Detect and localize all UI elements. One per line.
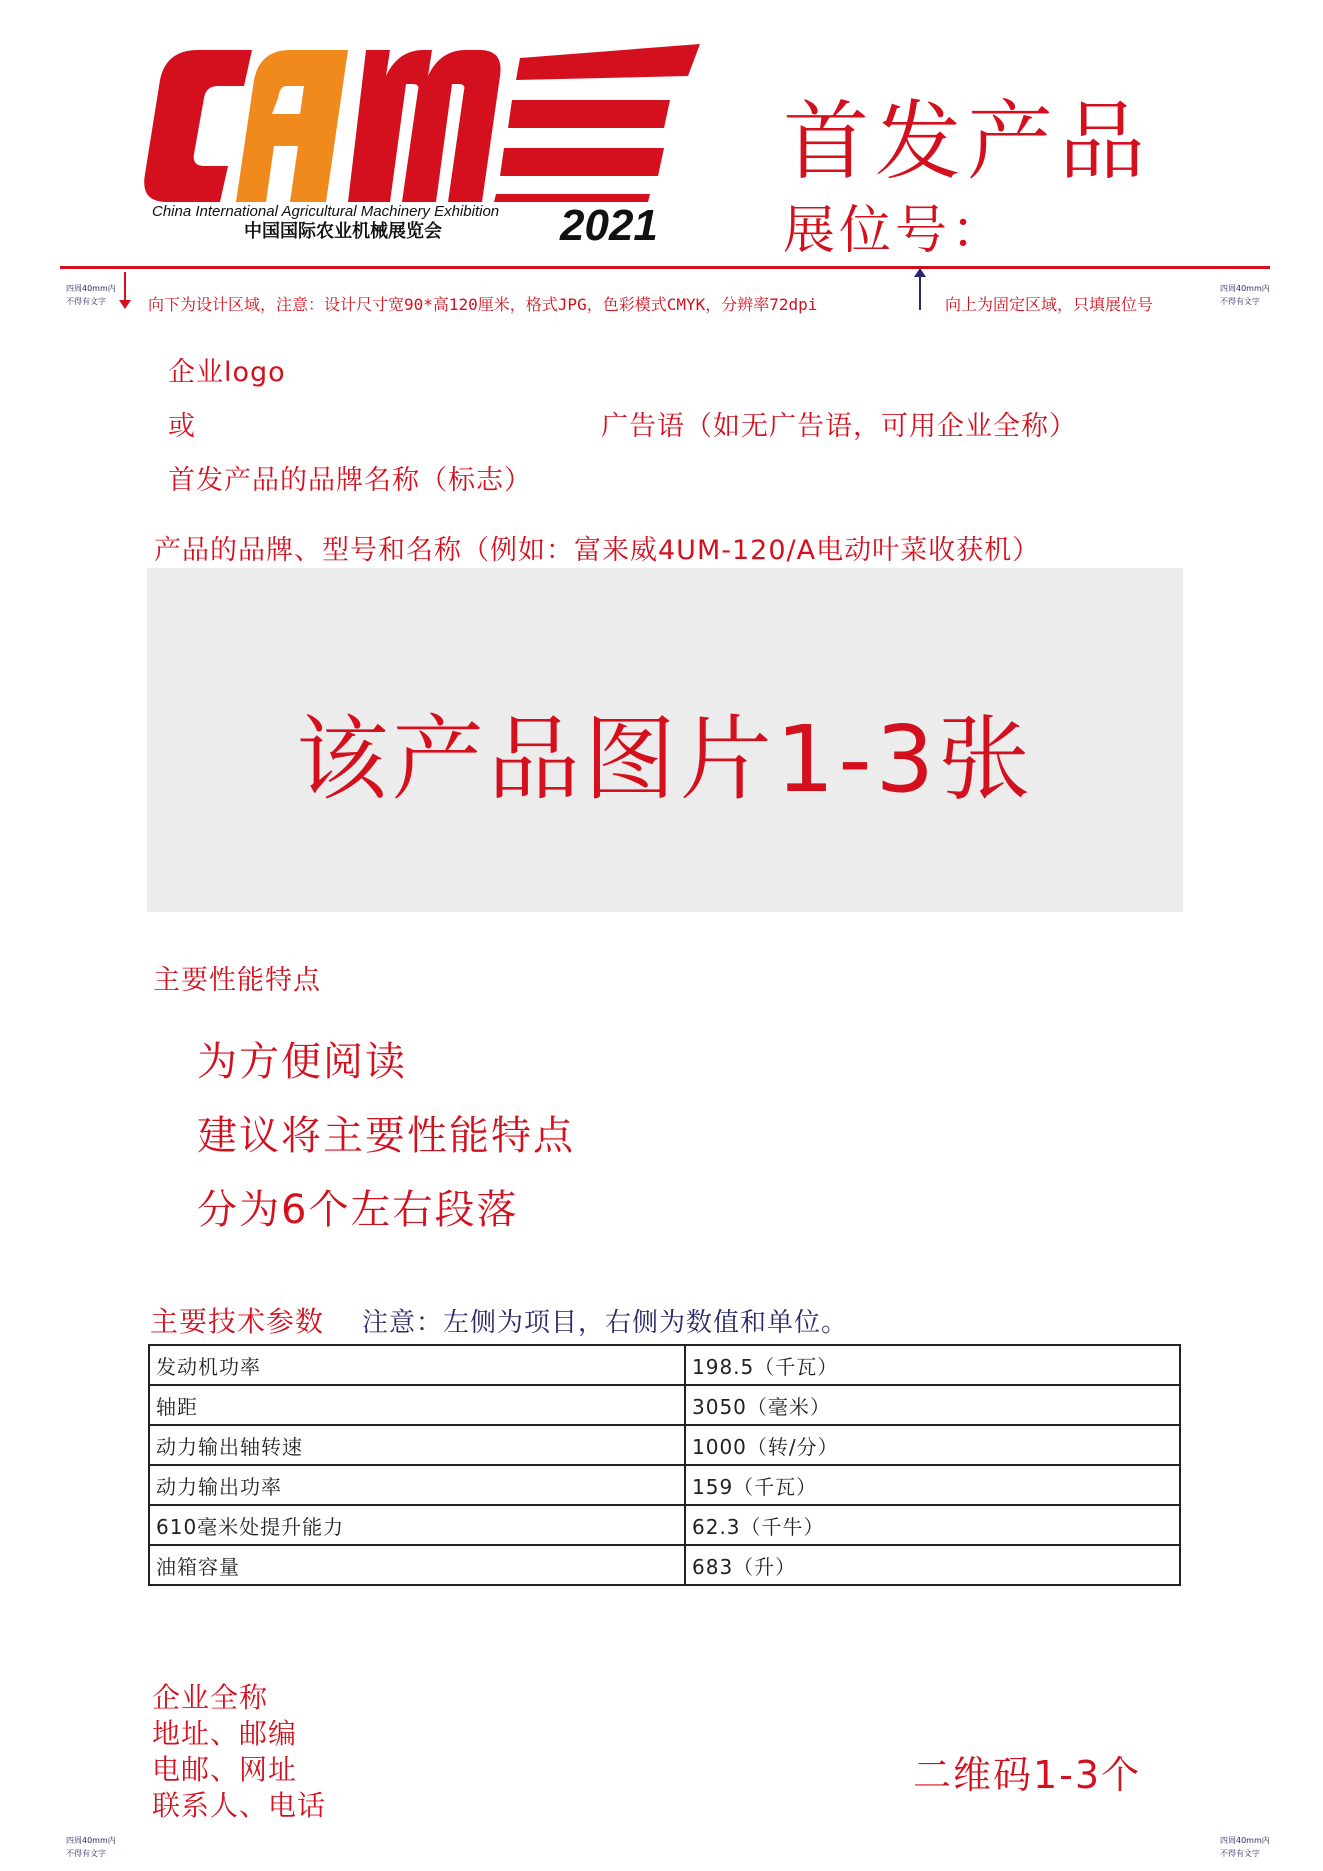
table-row [149, 1465, 1180, 1505]
photo-placeholder-text: 该产品图片1-3张 [295, 706, 1035, 813]
feature-line: 分为6个左右段落 [197, 1187, 519, 1233]
margin-note-line: 不得有文字 [1220, 1849, 1260, 1858]
spec-value: 62.3（千牛） [685, 1505, 1180, 1545]
feature-line: 为方便阅读 [197, 1039, 407, 1085]
page-title: 首发产品 [783, 92, 1151, 192]
margin-note-line: 不得有文字 [1220, 297, 1260, 306]
spec-item: 油箱容量 [149, 1545, 685, 1585]
spec-value: 198.5（千瓦） [685, 1345, 1180, 1385]
divider-line [60, 266, 1270, 269]
product-photo-placeholder [147, 568, 1183, 912]
company-logo-hint: 企业logo [168, 357, 286, 388]
spec-item: 轴距 [149, 1385, 685, 1425]
table-row [149, 1425, 1180, 1465]
contact-email-web: 电邮、网址 [152, 1753, 298, 1786]
brand-name-hint: 首发产品的品牌名称（标志） [168, 465, 532, 496]
margin-note-top-right [1220, 282, 1270, 308]
specs-note: 注意：左侧为项目，右侧为数值和单位。 [362, 1308, 849, 1338]
contact-company-name: 企业全称 [152, 1681, 269, 1714]
spec-item: 动力输出轴转速 [149, 1425, 685, 1465]
arrow-down-icon [124, 272, 126, 306]
came-logo-graphic [140, 36, 720, 246]
design-area-note: 向下为设计区域，注意：设计尺寸宽90*高120厘米，格式JPG，色彩模式CMYK，分辨率72dpi [148, 295, 818, 314]
logo-english-text: China International Agricultural Machinery Exhibition [152, 203, 500, 220]
spec-value: 159（千瓦） [685, 1465, 1180, 1505]
spec-value: 3050（毫米） [685, 1385, 1180, 1425]
margin-note-line: 四周40mm内 [1220, 284, 1270, 293]
contact-person-phone: 联系人、电话 [152, 1789, 327, 1822]
slogan-hint: 广告语（如无广告语，可用企业全称） [601, 411, 1077, 442]
arrow-up-icon [919, 276, 921, 310]
spec-value: 683（升） [685, 1545, 1180, 1585]
margin-note-line: 四周40mm内 [1220, 1836, 1270, 1845]
spec-item: 动力输出功率 [149, 1465, 685, 1505]
specs-table [148, 1344, 1181, 1586]
or-hint: 或 [168, 411, 196, 442]
product-name-hint: 产品的品牌、型号和名称（例如：富来威4UM-120/A电动叶菜收获机） [154, 535, 1041, 566]
margin-note-line: 四周40mm内 [66, 1836, 116, 1845]
logo-chinese-text: 中国国际农业机械展览会 [244, 221, 442, 242]
table-row [149, 1345, 1180, 1385]
specs-heading: 主要技术参数 [150, 1305, 325, 1338]
booth-number-label: 展位号： [783, 201, 1008, 261]
spec-value: 1000（转/分） [685, 1425, 1180, 1465]
margin-note-bottom-right [1220, 1834, 1270, 1860]
qr-code-hint: 二维码1-3个 [913, 1753, 1142, 1797]
margin-note-top-left [66, 282, 116, 308]
spec-item: 610毫米处提升能力 [149, 1505, 685, 1545]
table-row [149, 1505, 1180, 1545]
contact-address: 地址、邮编 [152, 1717, 298, 1750]
margin-note-bottom-left [66, 1834, 116, 1860]
table-row [149, 1385, 1180, 1425]
margin-note-line: 不得有文字 [66, 1849, 106, 1858]
feature-line: 建议将主要性能特点 [197, 1113, 575, 1159]
logo-year-text: 2021 [560, 201, 658, 246]
margin-note-line: 不得有文字 [66, 297, 106, 306]
fixed-area-note: 向上为固定区域，只填展位号 [945, 295, 1154, 314]
table-row [149, 1545, 1180, 1585]
features-heading: 主要性能特点 [153, 965, 321, 996]
spec-item: 发动机功率 [149, 1345, 685, 1385]
margin-note-line: 四周40mm内 [66, 284, 116, 293]
